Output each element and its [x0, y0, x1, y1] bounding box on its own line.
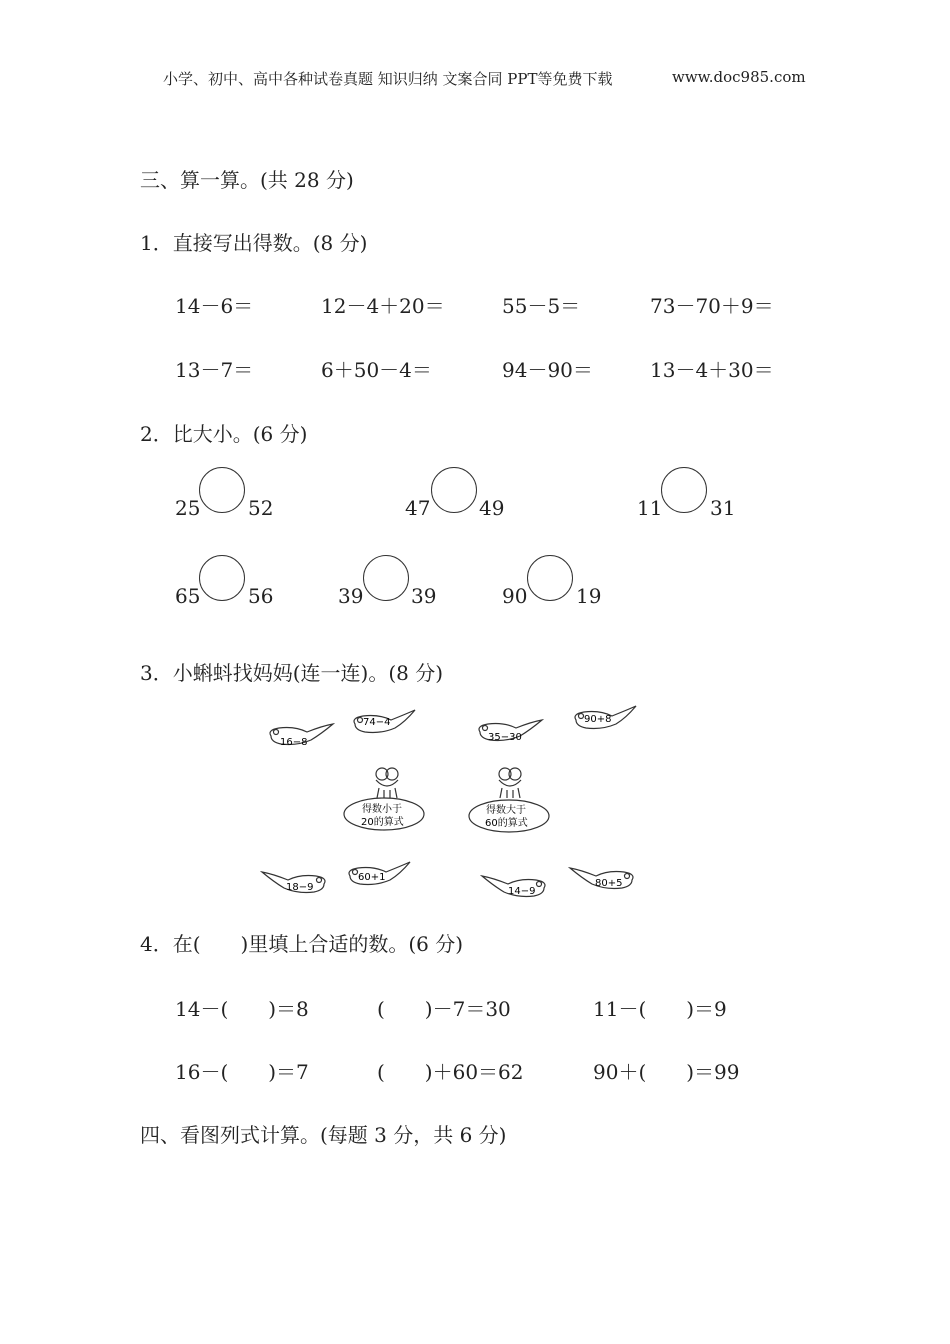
q4-r1-c1: 14－( )＝8: [175, 997, 309, 1021]
section3-title: 三、算一算。(共 28 分): [140, 168, 354, 192]
compare-circle[interactable]: [363, 555, 409, 601]
frog-right-line1: 得数大于: [486, 805, 526, 816]
frog-right-line2: 60的算式: [485, 818, 528, 829]
q2-r1-1-left: 25: [175, 496, 201, 520]
frog-left-line2: 20的算式: [361, 817, 404, 828]
tadpole-matching-figure: [250, 700, 650, 910]
q4-title: 4．在( )里填上合适的数。(6 分): [140, 932, 464, 956]
q1-r2-c3: 94－90＝: [502, 358, 593, 382]
q4-r1-c3: 11－( )＝9: [593, 997, 727, 1021]
q2-r2-1-right: 56: [248, 584, 274, 608]
compare-circle[interactable]: [199, 467, 245, 513]
q1-r1-c1: 14－6＝: [175, 294, 254, 318]
q1-r1-c2: 12－4＋20＝: [321, 294, 445, 318]
q4-r2-c3: 90＋( )＝99: [593, 1060, 740, 1084]
compare-circle[interactable]: [431, 467, 477, 513]
q1-r2-c4: 13－4＋30＝: [650, 358, 774, 382]
compare-circle[interactable]: [527, 555, 573, 601]
q1-title: 1．直接写出得数。(8 分): [140, 231, 368, 255]
q1-r2-c2: 6＋50－4＝: [321, 358, 432, 382]
compare-circle[interactable]: [199, 555, 245, 601]
q4-r2-c1: 16－( )＝7: [175, 1060, 309, 1084]
q2-r2-2-left: 39: [338, 584, 364, 608]
q2-r1-1-right: 52: [248, 496, 274, 520]
tadpole-top-2-label: 74−4: [363, 717, 391, 728]
header-left: 小学、初中、高中各种试卷真题 知识归纳 文案合同 PPT等免费下载: [163, 70, 613, 88]
q1-r1-c4: 73－70＋9＝: [650, 294, 774, 318]
frog-left-line1: 得数小于: [362, 804, 402, 815]
tadpole-bottom-1-label: 18−9: [286, 882, 314, 893]
header-url: www.doc985.com: [672, 68, 806, 86]
tadpole-bottom-4-label: 80+5: [595, 878, 623, 889]
tadpole-top-3-label: 35−30: [488, 732, 522, 743]
q3-title: 3．小蝌蚪找妈妈(连一连)。(8 分): [140, 661, 444, 685]
q2-r1-3-left: 11: [637, 496, 663, 520]
q2-title: 2．比大小。(6 分): [140, 422, 308, 446]
tadpole-bottom-3-label: 14−9: [508, 886, 536, 897]
q2-r1-2-left: 47: [405, 496, 431, 520]
q2-r2-1-left: 65: [175, 584, 201, 608]
q2-r2-3-left: 90: [502, 584, 528, 608]
q2-r1-3-right: 31: [710, 496, 736, 520]
q2-r2-2-right: 39: [411, 584, 437, 608]
compare-circle[interactable]: [661, 467, 707, 513]
q1-r2-c1: 13－7＝: [175, 358, 254, 382]
q2-r2-3-right: 19: [576, 584, 602, 608]
q4-r1-c2: ( )－7＝30: [377, 997, 511, 1021]
tadpole-bottom-2-label: 60+1: [358, 872, 386, 883]
section4-title: 四、看图列式计算。(每题 3 分，共 6 分): [140, 1123, 507, 1147]
q2-r1-2-right: 49: [479, 496, 505, 520]
tadpole-top-1-label: 16−8: [280, 737, 308, 748]
tadpole-top-4-label: 90+8: [584, 714, 612, 725]
q1-r1-c3: 55－5＝: [502, 294, 581, 318]
q4-r2-c2: ( )＋60＝62: [377, 1060, 524, 1084]
